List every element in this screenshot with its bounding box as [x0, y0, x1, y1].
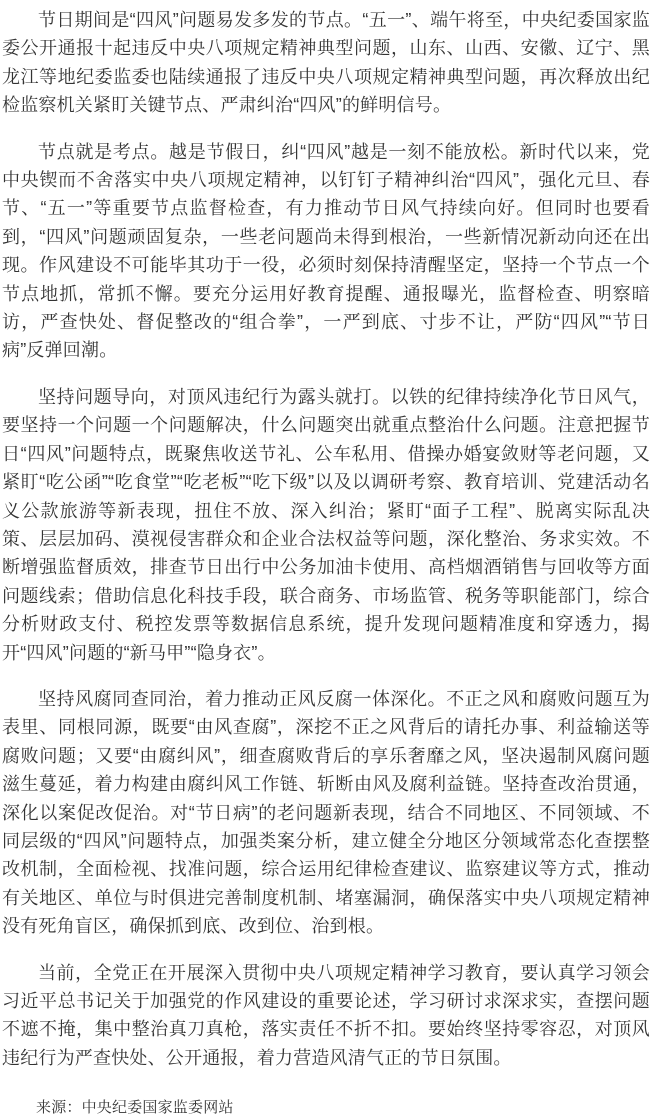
- article-paragraph-3: 坚持问题导向，对顶风违纪行为露头就打。以铁的纪律持续净化节日风气，要坚持一个问题一个问题解决，什么问题突出就重点整治什么问题。注意把握节日“四风”问题特点，既聚焦收送节礼、公车私用、借操办婚宴敛财等老问题，又紧盯“吃公函”“吃食堂”“吃老板”“吃下级”以及以调研考察、教育培训、党建活动名义公款旅游等新表现，扭住不放、深入纠治；紧盯“面子工程”、脱离实际乱决策、层层加码、漠视侵害群众和企业合法权益等问题，深化整治、务求实效。不断增强监督质效，排查节日出行中公务加油卡使用、高档烟酒销售与回收等方面问题线索；借助信息化科技手段，联合商务、市场监管、税务等职能部门，综合分析财政支付、税控发票等数据信息系统，提升发现问题精准度和穿透力，揭开“四风”问题的“新马甲”“隐身衣”。: [2, 386, 650, 663]
- article-paragraph-1: 节日期间是“四风”问题易发多发的节点。“五一”、端午将至，中央纪委国家监委公开通报十起违反中央八项规定精神典型问题，山东、山西、安徽、辽宁、黑龙江等地纪委监委也陆续通报了违反中央八项规定精神典型问题，再次释放出纪检监察机关紧盯关键节点、严肃纠治“四风”的鲜明信号。: [2, 10, 650, 116]
- article-body: [2, 6, 650, 1119]
- article-paragraph-5: 当前，全党正在开展深入贯彻中央八项规定精神学习教育，要认真学习领会习近平总书记关于加强党的作风建设的重要论述，学习研讨求深求实，查摆问题不遮不掩，集中整治真刀真枪，落实责任不折不扣。要始终坚持零容忍，对顶风违纪行为严查快处、公开通报，着力营造风清气正的节日氛围。: [2, 962, 650, 1068]
- article-paragraph-4: 坚持风腐同查同治，着力推动正风反腐一体深化。不正之风和腐败问题互为表里、同根同源，既要“由风查腐”，深挖不正之风背后的请托办事、利益输送等腐败问题；又要“由腐纠风”，细查腐败背后的享乐奢靡之风，坚决遏制风腐问题滋生蔓延，着力构建由腐纠风工作链、斩断由风及腐利益链。坚持查改治贯通，深化以案促改促治。对“节日病”的老问题新表现，结合不同地区、不同领域、不同层级的“四风”问题特点，加强类案分析，建立健全分地区分领域常态化查摆整改机制，全面检视、找准问题，综合运用纪律检查建议、监察建议等方式，推动有关地区、单位与时俱进完善制度机制、堵塞漏洞，确保落实中央八项规定精神没有死角盲区，确保抓到底、改到位、治到根。: [2, 688, 650, 937]
- article-paragraph-2: 节点就是考点。越是节假日，纠“四风”越是一刻不能放松。新时代以来，党中央锲而不舍落实中央八项规定精神，以钉钉子精神纠治“四风”，强化元旦、春节、“五一”等重要节点监督检查，有力推动节日风气持续向好。但同时也要看到，“四风”问题顽固复杂，一些老问题尚未得到根治，一些新情况新动向还在出现。作风建设不可能毕其功于一役，必须时刻保持清醒坚定，坚持一个节点一个节点地抓，常抓不懈。要充分运用好教育提醒、通报曝光，监督检查、明察暗访，严查快处、督促整改的“组合拳”，一严到底、寸步不让，严防“四风”“节日病”反弹回潮。: [2, 141, 650, 361]
- article-source: 来源：中央纪委国家监委网站: [36, 1099, 234, 1117]
